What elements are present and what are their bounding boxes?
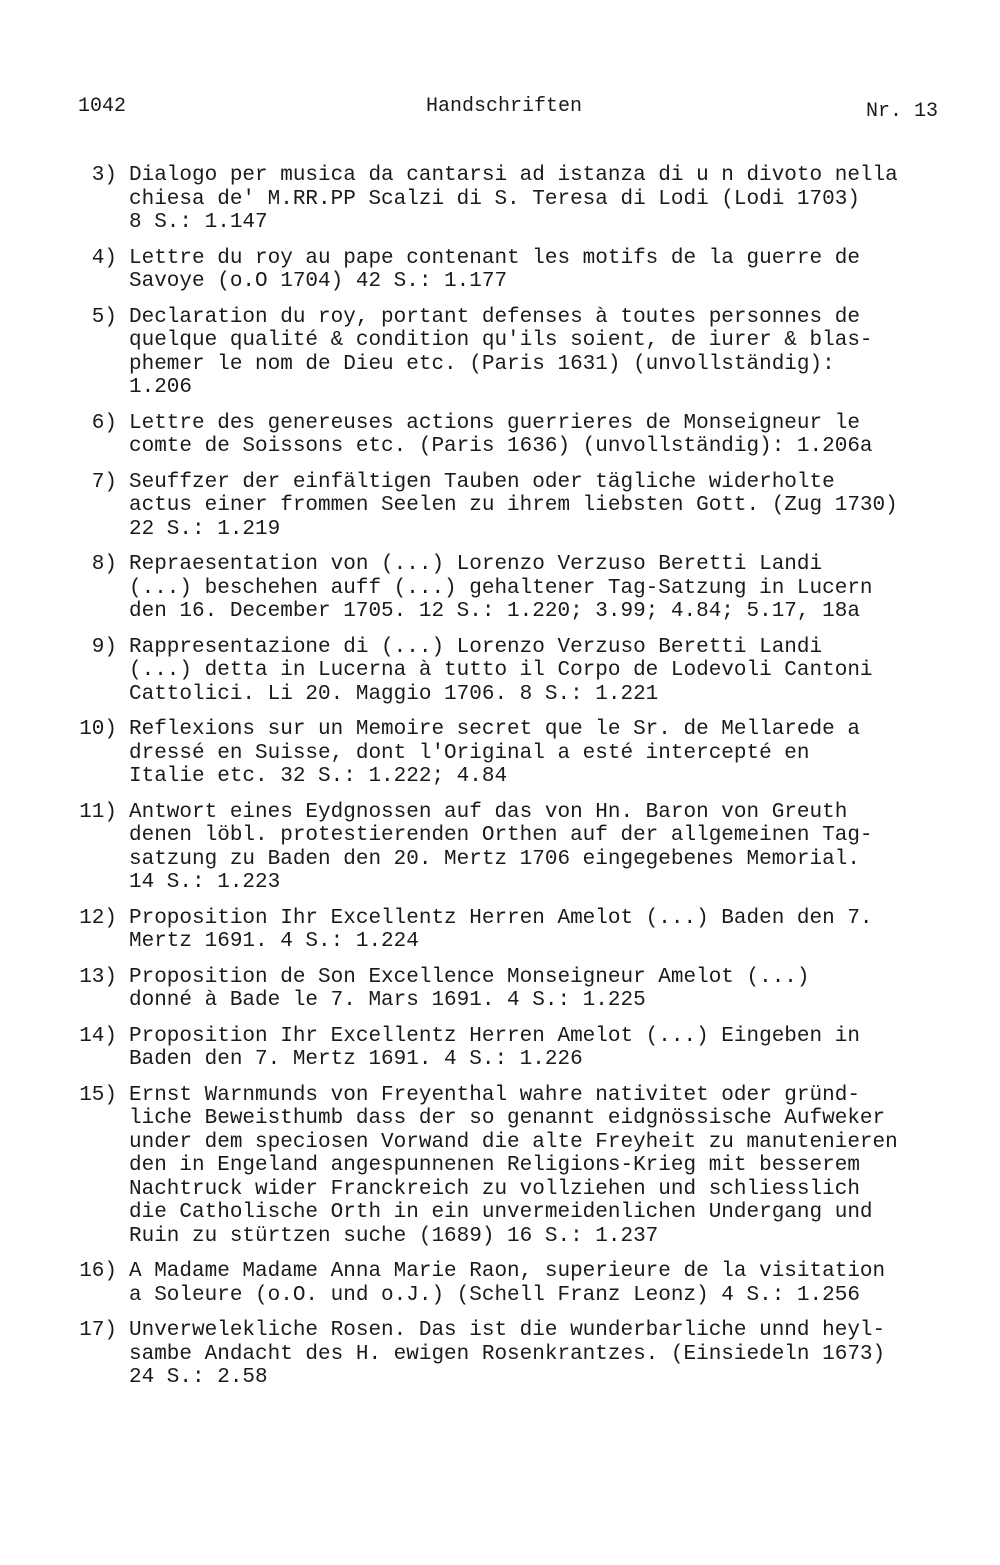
list-item xyxy=(70,1260,970,1307)
page-number: 1042 xyxy=(78,95,127,118)
entry-number: 9) xyxy=(91,635,117,659)
entry-number: 15) xyxy=(79,1083,117,1107)
entry-number: 14) xyxy=(79,1024,117,1048)
entry-number: 8) xyxy=(91,553,117,576)
manuscript-number: Nr. 13 xyxy=(865,100,938,123)
entry-number: 13) xyxy=(79,965,117,989)
list-item xyxy=(70,801,970,895)
entry-number: 11) xyxy=(79,800,117,824)
entry-number: 17) xyxy=(79,1319,117,1342)
list-item xyxy=(70,306,970,400)
entry-text: Seuffzer der einfältigen Tauben oder tägliche widerholte actus einer frommen Seelen zu ihrem liebsten Gott. (Zug 1730) 22 S.: 1.219 xyxy=(129,470,898,541)
entry-text: Declaration du roy, portant defenses à toutes personnes de quelque qualité & condition qu'ils soient, de iurer & blas- phemer le nom de Dieu etc. (Paris 1631) (unvollständig): 1.206 xyxy=(129,305,873,399)
list-item xyxy=(70,471,970,542)
list-item xyxy=(70,907,970,954)
entry-text: Proposition Ihr Excellentz Herren Amelot (...) Eingeben in Baden den 7. Mertz 1691. 4 S.: 1.226 xyxy=(129,1024,860,1071)
list-item xyxy=(70,966,970,1013)
entry-text: Proposition de Son Excellence Monseigneur Amelot (...) donné à Bade le 7. Mars 1691. 4 S.: 1.225 xyxy=(129,965,810,1012)
entry-number: 12) xyxy=(79,906,117,930)
list-item xyxy=(70,1025,970,1072)
entry-list xyxy=(70,164,970,1402)
page-header xyxy=(78,95,940,125)
list-item xyxy=(70,718,970,789)
entry-text: Dialogo per musica da cantarsi ad istanza di u n divoto nella chiesa de' M.RR.PP Scalzi di S. Teresa di Lodi (Lodi 1703) 8 S.: 1.147 xyxy=(129,164,898,234)
entry-number: 7) xyxy=(91,470,117,494)
entry-text: Lettre du roy au pape contenant les motifs de la guerre de Savoye (o.O 1704) 42 S.: 1.177 xyxy=(129,246,860,293)
entry-number: 6) xyxy=(91,411,117,435)
entry-text: Proposition Ihr Excellentz Herren Amelot (...) Baden den 7. Mertz 1691. 4 S.: 1.224 xyxy=(129,906,873,953)
entry-number: 5) xyxy=(91,305,117,329)
entry-text: Reflexions sur un Memoire secret que le Sr. de Mellarede a dressé en Suisse, dont l'Original a esté intercepté en Italie etc. 32 S.: 1.222; 4.84 xyxy=(129,718,860,788)
list-item xyxy=(70,164,970,235)
entry-number: 4) xyxy=(91,246,117,270)
entry-text: Lettre des genereuses actions guerrieres de Monseigneur le comte de Soissons etc. (Paris 1636) (unvollständig): 1.206a xyxy=(129,411,873,458)
list-item xyxy=(70,553,970,624)
entry-text: Repraesentation von (...) Lorenzo Verzuso Beretti Landi (...) beschehen auff (...) gehaltener Tag-Satzung in Lucern den 16. December 1705. 12 S.: 1.220; 3.99; 4.84; 5.17, 18a xyxy=(129,553,873,623)
running-title: Handschriften xyxy=(426,95,583,118)
entry-number: 10) xyxy=(79,718,117,741)
list-item xyxy=(70,1084,970,1249)
entry-number: 3) xyxy=(91,164,117,187)
entry-text: A Madame Madame Anna Marie Raon, superieure de la visitation a Soleure (o.O. und o.J.) (Schell Franz Leonz) 4 S.: 1.256 xyxy=(129,1260,886,1307)
entry-text: Unverwelekliche Rosen. Das ist die wunderbarliche unnd heyl- sambe Andacht des H. ewigen Rosenkrantzes. (Einsiedeln 1673) 24 S.: 2.58 xyxy=(129,1319,886,1389)
list-item xyxy=(70,412,970,459)
entry-text: Ernst Warnmunds von Freyenthal wahre nativitet oder gründ- liche Beweisthumb dass der so genannt eidgnössische Aufweker under dem speciosen Vorwand die alte Freyheit zu manutenieren den in Engeland angespunnenen Religions-Krieg mit besserem Nachtruck wider Franckreich zu vollziehen und schliesslich die Catholische Orth in ein unvermeidenlichen Undergang und Ruin zu stürtzen suche (1689) 16 S.: 1.237 xyxy=(129,1083,898,1248)
list-item xyxy=(70,1319,970,1390)
entry-number: 16) xyxy=(79,1260,117,1283)
entry-text: Rappresentazione di (...) Lorenzo Verzuso Beretti Landi (...) detta in Lucerna à tutto il Corpo de Lodevoli Cantoni Cattolici. Li 20. Maggio 1706. 8 S.: 1.221 xyxy=(129,635,873,706)
list-item xyxy=(70,636,970,707)
entry-text: Antwort eines Eydgnossen auf das von Hn. Baron von Greuth denen löbl. protestierenden Orthen auf der allgemeinen Tag- satzung zu Baden den 20. Mertz 1706 eingegebenes Memorial. 14 S.: 1.223 xyxy=(129,800,873,894)
list-item xyxy=(70,247,970,294)
